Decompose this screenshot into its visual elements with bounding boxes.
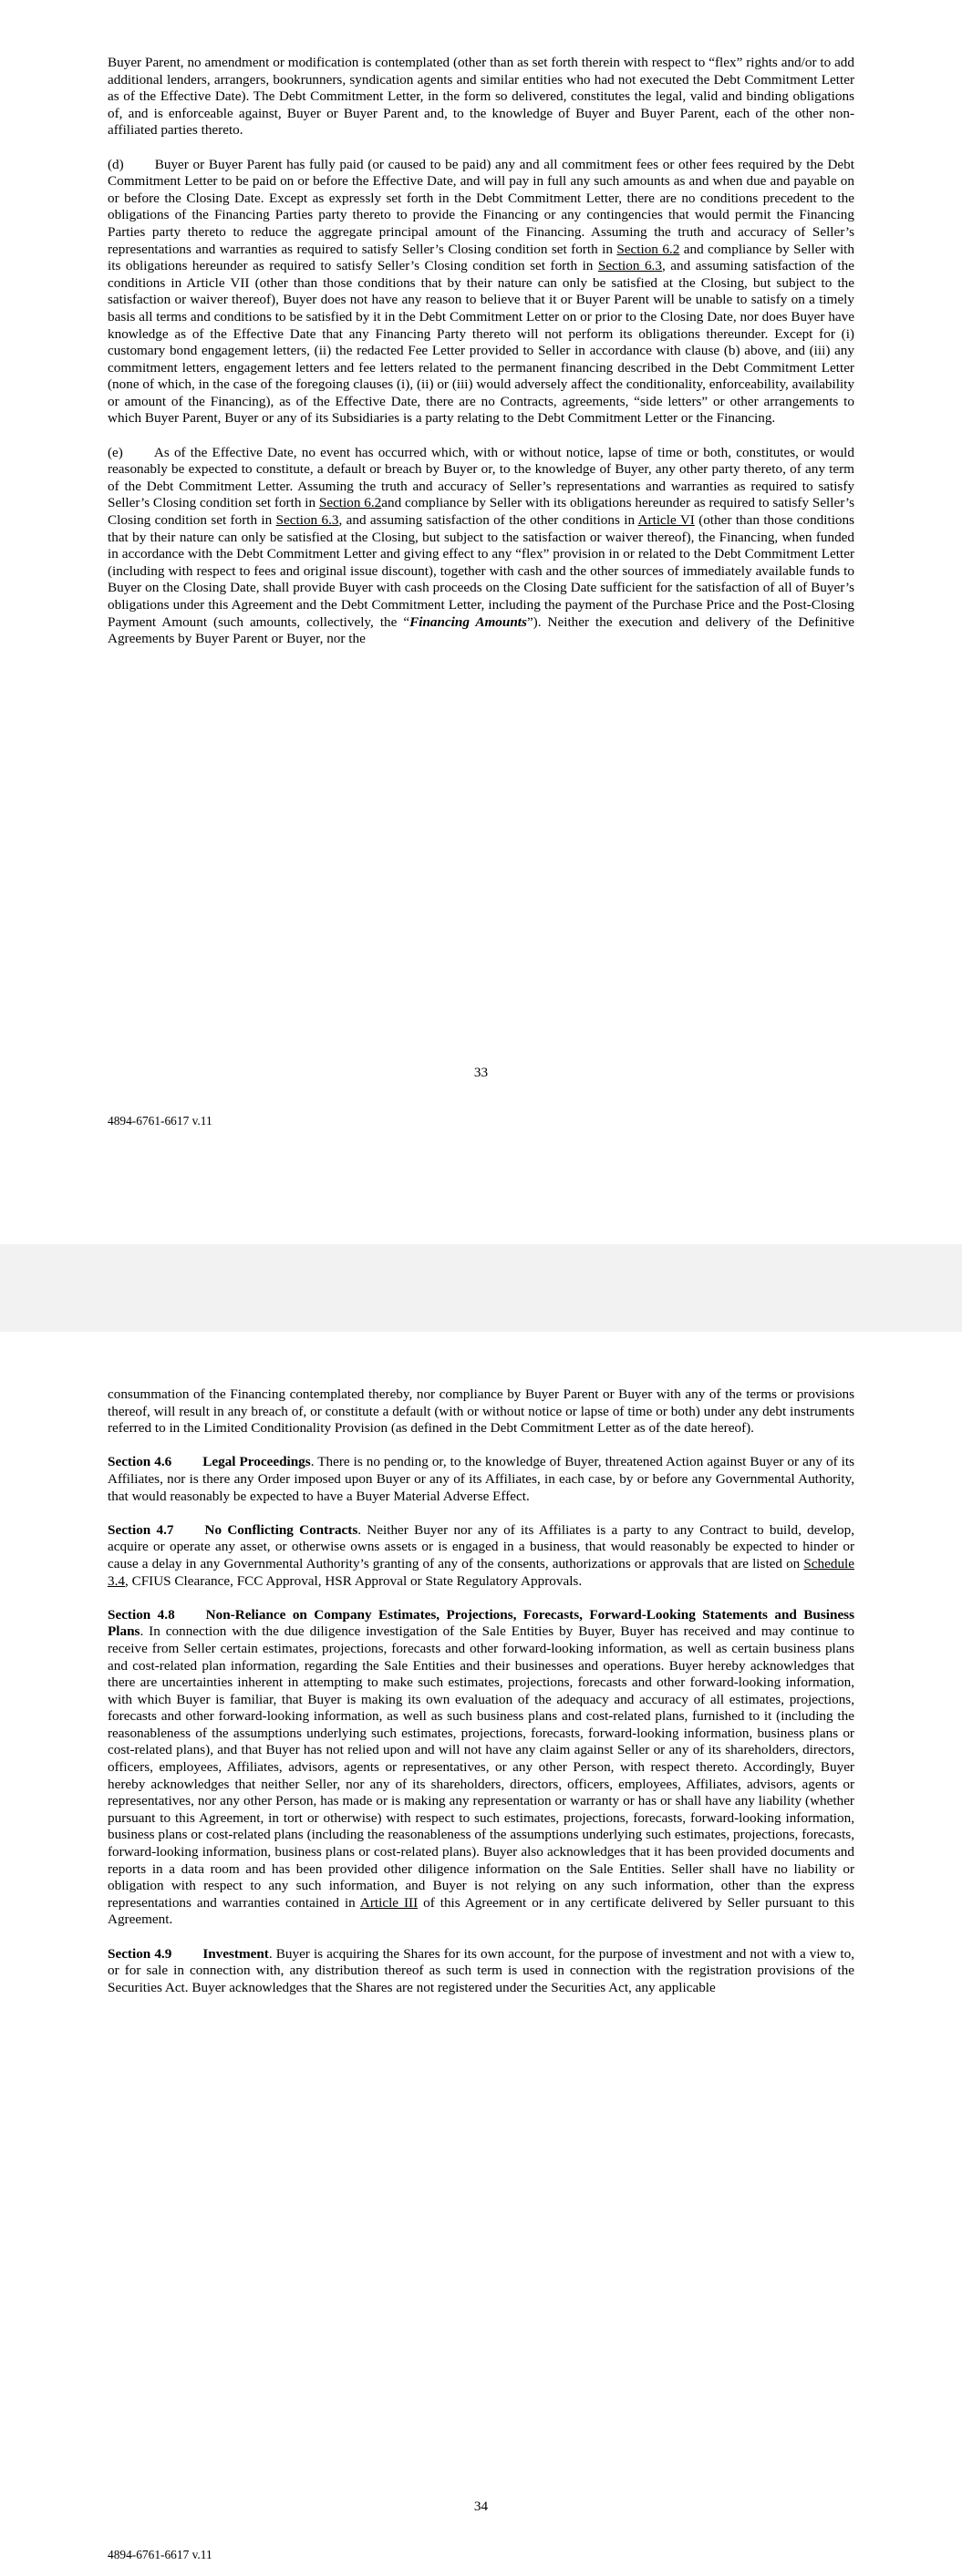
body-text: . There is no pending or, to the knowledge of Buyer, threatened Action against Buyer or any of its Affiliates, nor is there any Order imposed upon Buyer or any of its Affiliates, in each case, by or before any Governmental Authority, that would reasonably be expected to have a Buyer Material Adverse Effect. xyxy=(108,1454,854,1504)
body-text: . In connection with the due diligence investigation of the Sale Entities by Buyer, Buyer has received and may continue to receive from Seller certain estimates, projections, forecasts and other forward-looking information, as well as certain business plans and cost-related plan information, regarding the Sale Entities and their businesses and operations. Buyer hereby acknowledges that there are uncertainties inherent in attempting to make such estimates, projections, forecasts and other forward-looking information, with which Buyer is familiar, that Buyer is making its own evaluation of the adequacy and accuracy of all estimates, projections, forecasts and other forward-looking information, as well as such business plans and cost-related plans, furnished to it (including the reasonableness of the assumptions underlying such estimates, projections, forecasts, forward-looking information, business plans or cost-related plans), and that Buyer has not relied upon and will not have any claim against Seller or any of its shareholders, directors, officers, employees, Affiliates, advisors, agents or representatives, or any other Person, with respect thereto. Accordingly, Buyer hereby acknowledges that neither Seller, nor any of its shareholders, directors, officers, employees, Affiliates, advisors, agents or representatives, nor any other Person, has made or is making any representation or warranty or has or shall have any liability (whether pursuant to this Agreement, in tort or otherwise) with respect to such estimates, projections, forecasts, forward-looking information, business plans or cost-related plans (including the reasonableness of the assumptions underlying such estimates, projections, forecasts, forward-looking information, business plans or cost-related plans). Buyer also acknowledges that it has been provided documents and reports in a data room and has been provided other diligence information on the Sale Entities. Seller shall have no liability or obligation with respect to any such information, and Buyer is not relying on any such information, other than the express representations and warranties contained in xyxy=(108,1623,854,1911)
section-heading-text: Section 4.7 xyxy=(108,1521,174,1538)
body-text: , and assuming satisfaction of the conditions in Article VII (other than those conditions that by their nature can only be satisfied at the Closing, but subject to the satisfaction or waiver thereof), Buyer does not have any reason to believe that it or Buyer Parent will be unable to satisfy on a timely basis all terms and conditions to be satisfied by it in the Debt Commitment Letter on or prior to the Closing Date, nor does Buyer have knowledge as of the Effective Date that any Financing Party thereto will not perform its obligations thereunder. Except for (i) customary bond engagement letters, (ii) the redacted Fee Letter provided to Seller in accordance with clause (b) above, and (iii) any commitment letters, engagement letters and fee letters related to the permanent financing described in the Debt Commitment Letter (none of which, in the case of the foregoing clauses (i), (ii) or (iii) would adversely affect the conditionality, enforceability, availability or amount of the Financing), as of the Effective Date, there are no Contracts, agreements, “side letters” or other arrangements to which Buyer Parent, Buyer or any of its Subsidiaries is a party relating to the Debt Commitment Letter or the Financing. xyxy=(108,258,854,427)
cross-reference[interactable]: Section 6.3 xyxy=(275,512,339,529)
footer-document-id: 4894-6761-6617 v.11 xyxy=(108,2548,212,2561)
body-text: ”). Neither the execution and delivery of the Definitive Agreements by Buyer Parent or Buyer, nor the xyxy=(108,613,854,647)
page-number: 33 xyxy=(473,1065,489,1080)
defined-term: Financing Amounts xyxy=(409,613,527,630)
document-page xyxy=(0,1332,962,2576)
section-heading-text: Section 4.6 xyxy=(108,1454,172,1470)
paragraph xyxy=(108,1386,854,1437)
cross-reference[interactable]: Section 6.2 xyxy=(318,495,382,511)
body-text: . Buyer is acquiring the Shares for its own account, for the purpose of investment and not with a view to, or for sale in connection with, any distribution thereof as such term is used in connection with the registration provisions of the Securities Act. Buyer acknowledges that the Shares are not registered under the Securities Act, any applicable xyxy=(108,1945,854,1995)
body-text: Buyer Parent, no amendment or modification is contemplated (other than as set forth therein with respect to “flex” rights and/or to add additional lenders, arrangers, bookrunners, syndication agents and similar entities who had not executed the Debt Commitment Letter as of the Effective Date). The Debt Commitment Letter, in the form so delivered, constitutes the legal, valid and binding obligations of, and is enforceable against, Buyer or Buyer Parent and, to the knowledge of Buyer and Buyer Parent, each of the other non-affiliated parties thereto. xyxy=(108,55,854,139)
body-text: of this Agreement or in any certificate delivered by Seller pursuant to this Agreement. xyxy=(108,1894,854,1928)
body-text: (d) xyxy=(108,156,124,172)
cross-reference[interactable]: Article III xyxy=(359,1894,419,1911)
paragraph xyxy=(108,55,854,139)
body-text: , CFIUS Clearance, FCC Approval, HSR Approval or State Regulatory Approvals. xyxy=(124,1572,583,1589)
paragraph xyxy=(108,1946,854,1997)
body-text: Buyer or Buyer Parent has fully paid (or caused to be paid) any and all commitment fees or other fees required by the Debt Commitment Letter to be paid on or before the Effective Date, and will pay in full any such amounts as and when due and payable on or before the Closing Date. Except as expressly set forth in the Debt Commitment Letter, there are no conditions precedent to the obligations of the Financing Parties party thereto to provide the Financing or any contingencies that would permit the Financing Parties party thereto to reduce the aggregate principal amount of the Financing. Assuming the truth and accuracy of Seller’s representations and warranties as required to satisfy Seller’s Closing condition set forth in xyxy=(108,156,854,257)
section-heading-text: Section 4.8 xyxy=(108,1606,175,1623)
body-text: . Neither Buyer nor any of its Affiliates is a party to any Contract to build, develop, acquire or operate any asset, or otherwise owns assets or is engaged in a business, that would reasonably be expected to hinder or cause a delay in any Governmental Authority’s granting of any of the consents, authorizations or approvals that are listed on xyxy=(108,1521,855,1571)
paragraph xyxy=(108,445,854,648)
paragraph xyxy=(108,1522,854,1590)
cross-reference[interactable]: Schedule 3.4 xyxy=(108,1555,854,1589)
section-heading-text: Section 4.9 xyxy=(108,1945,172,1962)
page-text-block xyxy=(108,55,854,648)
section-heading-text: Legal Proceedings xyxy=(202,1454,311,1470)
footer-document-id: 4894-6761-6617 v.11 xyxy=(108,1114,212,1128)
document-page xyxy=(0,0,962,1244)
section-heading-text: Non-Reliance on Company Estimates, Projections, Forecasts, Forward-Looking Statements and Business Plans xyxy=(108,1606,854,1640)
body-text: (e) xyxy=(108,444,123,460)
body-text: and compliance by Seller with its obligations hereunder as required to satisfy Seller’s Closing condition set forth in xyxy=(108,241,854,274)
page-text-block xyxy=(108,1386,854,1996)
cross-reference[interactable]: Section 6.2 xyxy=(616,241,680,257)
body-text: , and assuming satisfaction of the other conditions in xyxy=(338,512,638,529)
paragraph xyxy=(108,1607,854,1929)
paragraph xyxy=(108,1454,854,1505)
body-text: (other than those conditions that by their nature can only be satisfied at the Closing, but subject to the satisfaction or waiver thereof), the Financing, when funded in accordance with the Debt Commitment Letter and giving effect to any “flex” provision in or related to the Debt Commitment Letter (including with respect to fees and original issue discount), together with cash and the other sources of immediately available funds to Buyer on the Closing Date, shall provide Buyer with cash proceeds on the Closing Date sufficient for the satisfaction of all of Buyer’s obligations under this Agreement and the Debt Commitment Letter, including the payment of the Purchase Price and the Post-Closing Payment Amount (such amounts, collectively, the “ xyxy=(108,512,855,630)
cross-reference[interactable]: Article VI xyxy=(637,512,695,529)
section-heading-text: No Conflicting Contracts xyxy=(204,1521,358,1538)
page-separator xyxy=(0,1244,962,1332)
section-heading-text: Investment xyxy=(202,1945,269,1962)
body-text: As of the Effective Date, no event has occurred which, with or without notice, lapse of time or both, constitutes, or would reasonably be expected to constitute, a default or breach by Buyer or, to the knowledge of Buyer, any other party thereto, of any term of the Debt Commitment Letter. Assuming the truth and accuracy of Seller’s representations and warranties as required to satisfy Seller’s Closing condition set forth in xyxy=(108,444,854,511)
page-number: 34 xyxy=(473,2499,489,2514)
body-text: consummation of the Financing contemplated thereby, nor compliance by Buyer Parent or Buyer with any of the terms or provisions thereof, will result in any breach of, or constitute a default (with or without notice or lapse of time or both) under any debt instruments referred to in the Limited Conditionality Provision (as defined in the Debt Commitment Letter as of the date hereof). xyxy=(108,1386,854,1437)
body-text: and compliance by Seller with its obligations hereunder as required to satisfy Seller’s Closing condition set forth in xyxy=(108,495,854,529)
cross-reference[interactable]: Section 6.3 xyxy=(597,258,662,274)
paragraph xyxy=(108,157,854,428)
